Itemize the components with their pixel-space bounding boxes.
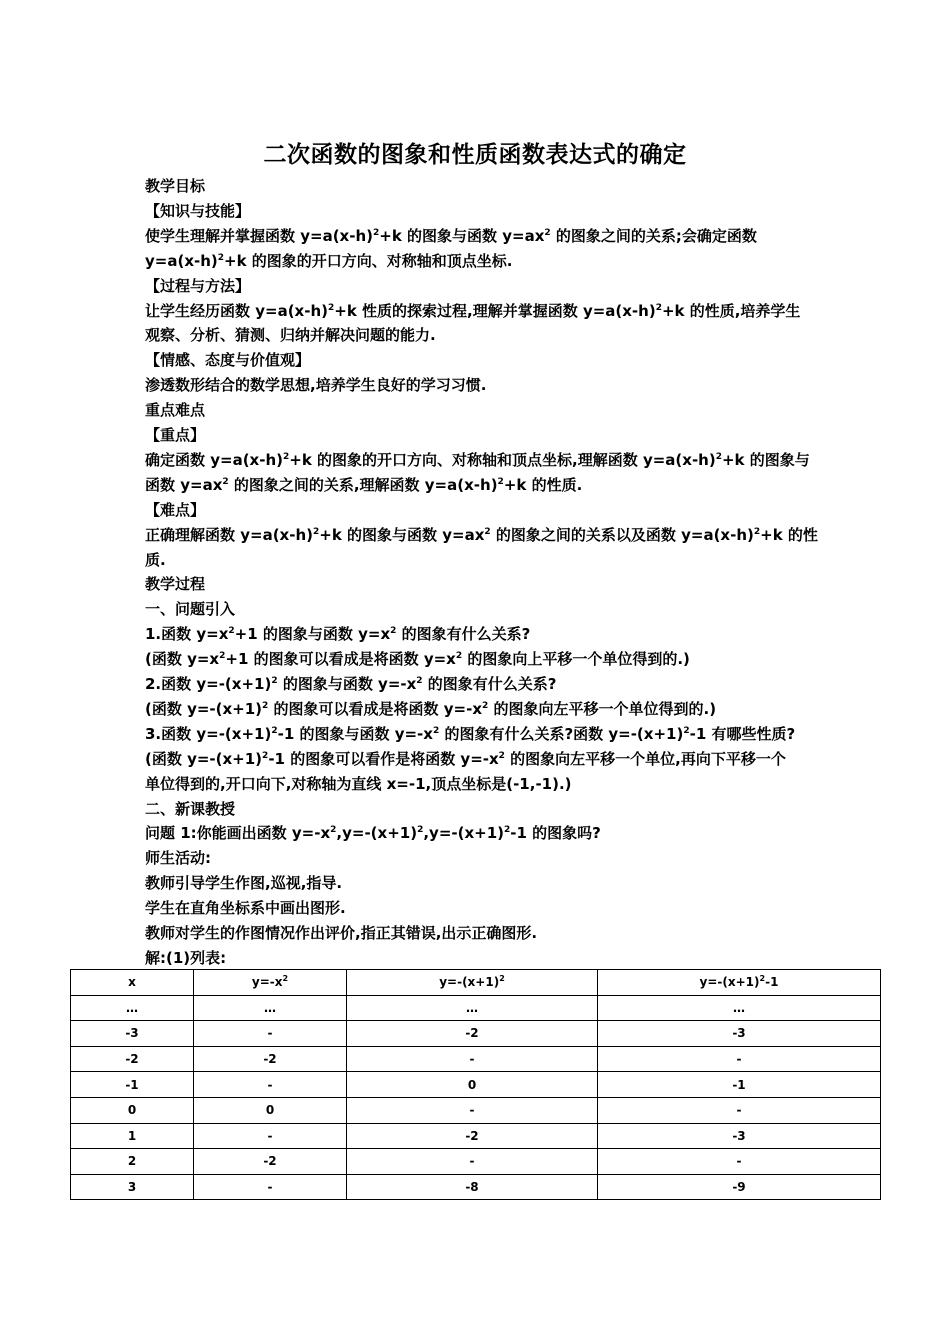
table-row (71, 1097, 881, 1123)
superscript: 2 (372, 227, 380, 238)
superscript: 2 (504, 825, 511, 836)
text-run: 解:(1)列表: (145, 948, 227, 967)
table-row (71, 1046, 881, 1072)
text-line (145, 301, 800, 321)
text-run: 【知识与技能】 (145, 201, 251, 220)
text-line (145, 724, 795, 744)
superscript: 2 (715, 451, 722, 462)
text-line (145, 550, 166, 570)
superscript: 2 (262, 700, 269, 711)
column-header (598, 970, 881, 996)
table-cell: … (598, 995, 881, 1021)
text-line (145, 848, 211, 868)
table-header-row (71, 970, 881, 996)
superscript: 2 (282, 451, 290, 462)
text-run: 教师引导学生作图,巡视,指导. (145, 874, 343, 893)
table-cell: -3 (598, 1021, 881, 1047)
text-line (145, 176, 205, 196)
table-cell: -3 (598, 1123, 881, 1149)
text-line (145, 599, 235, 619)
table-row (71, 1021, 881, 1047)
text-line (145, 873, 342, 893)
text-run: 1.函数 y=x (145, 625, 229, 644)
column-header (194, 970, 347, 996)
text-run: 的图象与函数 y=-x (277, 675, 417, 693)
text-run: +k 的图象与函数 y=ax (379, 226, 545, 245)
text-run: 的图象可以看成是将函数 y=-x (268, 699, 483, 718)
text-run: -1 的图象吗? (510, 824, 601, 843)
table-cell: … (347, 995, 598, 1021)
text-run: 教学过程 (145, 575, 206, 594)
superscript: 2 (498, 750, 505, 761)
text-run: 教师对学生的作图情况作出评价,指正其错误,出示正确图形. (145, 924, 538, 942)
text-run: 的图象有什么关系?函数 y=-(x+1) (439, 724, 684, 743)
text-line (145, 674, 557, 694)
table-row (71, 1123, 881, 1149)
column-header (347, 970, 598, 996)
superscript: 2 (416, 676, 423, 686)
text-run: +1 的图象可以看成是将函数 y=x (225, 650, 456, 669)
text-run: 的图象有什么关系? (396, 625, 531, 644)
text-line (145, 400, 205, 420)
table-cell: -3 (71, 1021, 194, 1047)
table-cell: 3 (71, 1174, 194, 1200)
superscript: 2 (417, 825, 424, 836)
table-cell: -2 (347, 1123, 598, 1149)
text-run: 使学生理解并掌握函数 y=a(x-h) (145, 226, 373, 245)
text-line (145, 201, 250, 221)
text-run: 的图象之间的关系以及函数 y=a(x-h) (490, 525, 754, 544)
text-run: +k 的图象与函数 y=ax (319, 525, 485, 544)
text-line (145, 276, 250, 296)
table-cell: -9 (598, 1174, 881, 1200)
superscript: 2 (455, 651, 463, 662)
text-run: 的图象向上平移一个单位得到的.) (462, 650, 690, 669)
table-cell: -2 (71, 1046, 194, 1072)
superscript: 2 (655, 302, 662, 313)
table-cell: … (194, 995, 347, 1021)
text-run: x (128, 975, 136, 990)
text-run: 观察、分析、猜测、归纳并解决问题的能力. (145, 326, 436, 345)
text-run: ,y=-(x+1) (423, 824, 505, 843)
text-run: 一、问题引入 (145, 600, 236, 619)
text-run: 【过程与方法】 (145, 276, 251, 295)
table-cell: 0 (194, 1097, 347, 1123)
superscript: 2 (759, 974, 766, 984)
text-run: 学生在直角坐标系中画出图形. (145, 899, 346, 918)
table-cell: -2 (194, 1149, 347, 1175)
text-run: 质. (145, 550, 166, 569)
table-cell: - (347, 1149, 598, 1175)
superscript: 2 (390, 626, 397, 637)
table-cell: 0 (71, 1097, 194, 1123)
text-run: 的图象之间的关系,理解函数 y=a(x-h) (228, 475, 498, 494)
text-line (145, 251, 513, 271)
text-run: -1 的图象与函数 y=-x (277, 724, 433, 743)
superscript: 2 (222, 476, 229, 487)
superscript: 2 (217, 252, 225, 263)
superscript: 2 (312, 526, 320, 537)
text-run: 确定函数 y=a(x-h) (145, 450, 283, 469)
superscript: 2 (484, 526, 491, 537)
table-cell: - (598, 1149, 881, 1175)
text-run: 【难点】 (145, 500, 206, 519)
table-cell: - (347, 1046, 598, 1072)
text-run: +1 的图象与函数 y=x (234, 625, 391, 644)
table-cell: - (194, 1021, 347, 1047)
table-cell: - (194, 1123, 347, 1149)
text-line (145, 325, 436, 345)
text-run: y=a(x-h) (145, 251, 218, 270)
text-run: +k 的图象的开口方向、对称轴和顶点坐标. (224, 251, 513, 270)
text-run: ,y=-(x+1) (336, 824, 418, 843)
column-header (71, 970, 194, 996)
text-line (145, 649, 690, 669)
superscript: 2 (219, 651, 226, 662)
table-cell: - (598, 1097, 881, 1123)
table-row (71, 1072, 881, 1098)
text-run: y=-x (251, 975, 283, 990)
text-run: (函数 y=x (145, 650, 220, 669)
superscript: 2 (271, 725, 278, 736)
text-run: 【情感、态度与价值观】 (145, 351, 311, 370)
text-line (145, 948, 226, 968)
table-cell: -8 (347, 1174, 598, 1200)
text-line (145, 475, 582, 495)
text-run: 重点难点 (145, 401, 206, 420)
table-cell: - (194, 1072, 347, 1098)
text-run: +k 的性质. (503, 475, 583, 494)
text-run: -1 有哪些性质? (689, 724, 796, 743)
text-run: 的图象之间的关系;会确定函数 (550, 226, 757, 245)
text-run: +k 的性质,培养学生 (661, 301, 801, 320)
text-run: -1 (765, 975, 779, 990)
text-line (145, 799, 235, 819)
text-run: y=-(x+1) (439, 975, 500, 990)
superscript: 2 (271, 676, 278, 686)
text-line (145, 624, 530, 644)
text-line (145, 375, 486, 395)
text-line (145, 749, 786, 769)
table-cell: 2 (71, 1149, 194, 1175)
text-line (145, 699, 716, 719)
text-run: 的图象向左平移一个单位,再向下平移一个 (504, 749, 786, 768)
table-row (71, 1174, 881, 1200)
text-run: +k 性质的探索过程,理解并掌握函数 y=a(x-h) (334, 301, 656, 320)
text-line (145, 226, 757, 246)
text-line (145, 923, 537, 943)
text-run: -1 的图象可以看作是将函数 y=-x (268, 749, 499, 768)
text-run: 让学生经历函数 y=a(x-h) (145, 301, 328, 320)
superscript: 2 (432, 725, 440, 736)
table-row (71, 1149, 881, 1175)
text-line (145, 823, 601, 843)
text-run: 函数 y=ax (145, 475, 223, 494)
text-run: 教学目标 (145, 177, 206, 195)
text-run: (函数 y=-(x+1) (145, 699, 263, 718)
text-line (145, 574, 205, 594)
superscript: 2 (282, 974, 289, 984)
table-cell: -2 (347, 1021, 598, 1047)
table-cell: 0 (347, 1072, 598, 1098)
superscript: 2 (683, 725, 690, 736)
superscript: 2 (262, 750, 269, 761)
text-run: 3.函数 y=-(x+1) (145, 724, 272, 743)
superscript: 2 (499, 974, 505, 984)
table-body (71, 995, 881, 1200)
table-cell: … (71, 995, 194, 1021)
table-cell: -2 (194, 1046, 347, 1072)
text-run: 正确理解函数 y=a(x-h) (145, 525, 313, 544)
superscript: 2 (497, 476, 504, 487)
table-cell: - (347, 1097, 598, 1123)
text-line (145, 898, 346, 918)
text-line (145, 350, 310, 370)
table-cell: - (598, 1046, 881, 1072)
text-run: 的图象向左平移一个单位得到的.) (488, 699, 717, 718)
text-run: y=-(x+1) (699, 975, 760, 990)
table-cell: 1 (71, 1123, 194, 1149)
text-run: +k 的图象的开口方向、对称轴和顶点坐标,理解函数 y=a(x-h) (289, 450, 716, 469)
superscript: 2 (544, 227, 551, 238)
text-run: 的图象有什么关系? (422, 675, 557, 693)
page-title: 二次函数的图象和性质函数表达式的确定 (263, 142, 687, 168)
text-line (145, 525, 818, 545)
text-run: (函数 y=-(x+1) (145, 749, 263, 768)
text-run: 问题 1:你能画出函数 y=-x (145, 824, 331, 843)
superscript: 2 (228, 626, 235, 637)
text-line (145, 425, 205, 445)
text-run: 2.函数 y=-(x+1) (145, 675, 272, 693)
value-table (70, 969, 881, 1200)
table-cell: - (194, 1174, 347, 1200)
superscript: 2 (753, 526, 761, 537)
text-run: +k 的性 (760, 525, 818, 544)
text-line (145, 500, 205, 520)
text-line (145, 774, 572, 794)
text-run: 渗透数形结合的数学思想,培养学生良好的学习习惯. (145, 376, 487, 395)
table-cell: -1 (71, 1072, 194, 1098)
superscript: 2 (482, 700, 489, 711)
text-run: 【重点】 (145, 426, 206, 444)
table-cell: -1 (598, 1072, 881, 1098)
text-line (145, 450, 810, 470)
table-row (71, 995, 881, 1021)
text-run: +k 的图象与 (721, 450, 810, 469)
text-run: 二、新课教授 (145, 799, 236, 818)
text-run: 单位得到的,开口向下,对称轴为直线 x=-1,顶点坐标是(-1,-1).) (145, 774, 572, 793)
superscript: 2 (330, 825, 337, 836)
text-run: 师生活动: (145, 849, 211, 868)
superscript: 2 (327, 302, 335, 313)
